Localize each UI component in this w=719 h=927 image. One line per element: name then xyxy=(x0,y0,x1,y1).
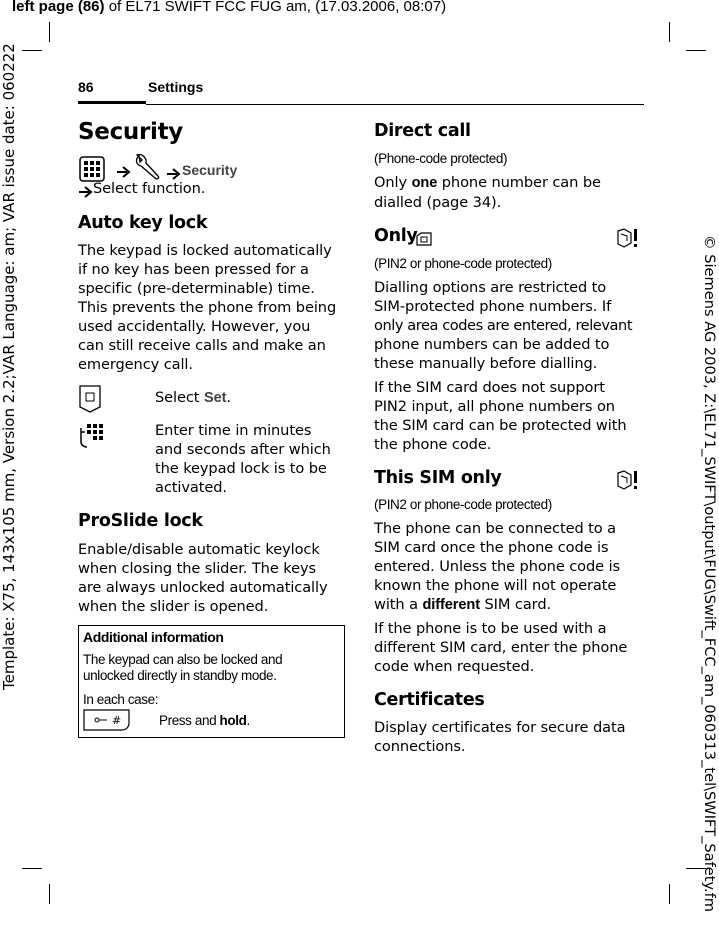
crop-mark xyxy=(49,22,50,42)
print-header-rest: of EL71 SWIFT FCC FUG am, (17.03.2006, 08:07) xyxy=(104,0,447,15)
left-margin-text: Template: X75, 143x105 mm, Version 2.2;VAR Language: am; VAR issue date: 060222 xyxy=(0,43,18,690)
keypad-hand-icon xyxy=(79,422,107,448)
additional-info-text: The keypad can also be locked and unlocked directly in standby mode. xyxy=(83,652,283,683)
svg-text:#: # xyxy=(112,714,122,727)
press-and-hold-text: Press and hold. xyxy=(159,713,250,728)
print-header xyxy=(12,0,446,15)
sim-only-sub: (PIN2 or phone-code protected) xyxy=(374,497,552,512)
header-rule xyxy=(146,104,644,105)
step-select-set: Select Set. xyxy=(155,389,231,406)
arrow-right-icon xyxy=(79,183,93,195)
proslide-title: ProSlide lock xyxy=(78,511,203,531)
step-enter-time: Enter time in minutes and seconds after which the keypad lock is to be activated. xyxy=(155,422,331,496)
auto-key-lock-text: The keypad is locked automatically if no key has been pressed for a specific (pre-determinable) time. This prevents the phone from being used accidentally. However, you can still receive calls and make an emergency call. xyxy=(78,242,337,373)
sim-only-text: The phone can be connected to a SIM card once the phone code is entered. Unless the phone code is known the phone will not operate with a different SIM card. xyxy=(374,520,621,613)
print-header-prefix: left page (86) xyxy=(12,0,105,15)
only-text: Dialling options are restricted to SIM-protected phone numbers. If only area codes are entered, relevant phone numbers can be added to these manually before dialling. xyxy=(374,279,633,372)
crop-mark xyxy=(686,50,706,51)
select-function-text: Select function. xyxy=(93,180,206,197)
provider-warning-icon xyxy=(614,227,640,249)
sim-only-title: This SIM only xyxy=(374,468,502,488)
arrow-right-icon xyxy=(117,163,131,175)
softkey-icon xyxy=(79,385,101,413)
additional-info-title: Additional information xyxy=(83,629,224,645)
crop-mark xyxy=(22,868,42,869)
arrow-right-icon xyxy=(167,165,181,177)
crop-mark xyxy=(669,884,670,904)
sim-only-text-2: If the phone is to be used with a different SIM card, enter the phone code when requested. xyxy=(374,620,628,675)
crop-mark xyxy=(49,884,50,904)
right-margin-text: © Siemens AG 2003, Z:\EL71_SWIFT\output\FUG\Swift_FCC_am_060313_tel\SWIFT_Safety.fm xyxy=(701,235,718,912)
auto-key-lock-title: Auto key lock xyxy=(78,213,208,233)
security-path-label: Security xyxy=(182,162,238,178)
section-title: Settings xyxy=(148,79,204,95)
each-case-text: In each case: xyxy=(83,692,159,707)
certificates-text: Display certificates for secure data connections. xyxy=(374,719,626,755)
proslide-text: Enable/disable automatic keylock when closing the slider. The keys are always unlocked automatically when the slider is opened. xyxy=(78,541,328,615)
direct-call-sub: (Phone-code protected) xyxy=(374,151,508,166)
only-sub: (PIN2 or phone-code protected) xyxy=(374,256,552,271)
crop-mark xyxy=(22,50,42,51)
only-title: Only xyxy=(374,226,418,246)
crop-mark xyxy=(669,22,670,42)
wrench-icon xyxy=(133,152,165,180)
direct-call-title: Direct call xyxy=(374,121,471,141)
certificates-title: Certificates xyxy=(374,690,485,710)
page-number: 86 xyxy=(78,79,94,95)
provider-warning-icon xyxy=(614,469,640,491)
hash-key-icon xyxy=(83,709,131,731)
set-key-label: Set xyxy=(203,390,227,406)
sim-card-icon xyxy=(416,231,432,245)
header-thick-rule xyxy=(78,101,146,104)
security-title: Security xyxy=(78,119,183,145)
direct-call-text: Only one phone number can be dialled (page 34). xyxy=(374,174,601,211)
only-text-2: If the SIM card does not support PIN2 input, all phone numbers on the SIM card can be protected with the phone code. xyxy=(374,379,627,453)
